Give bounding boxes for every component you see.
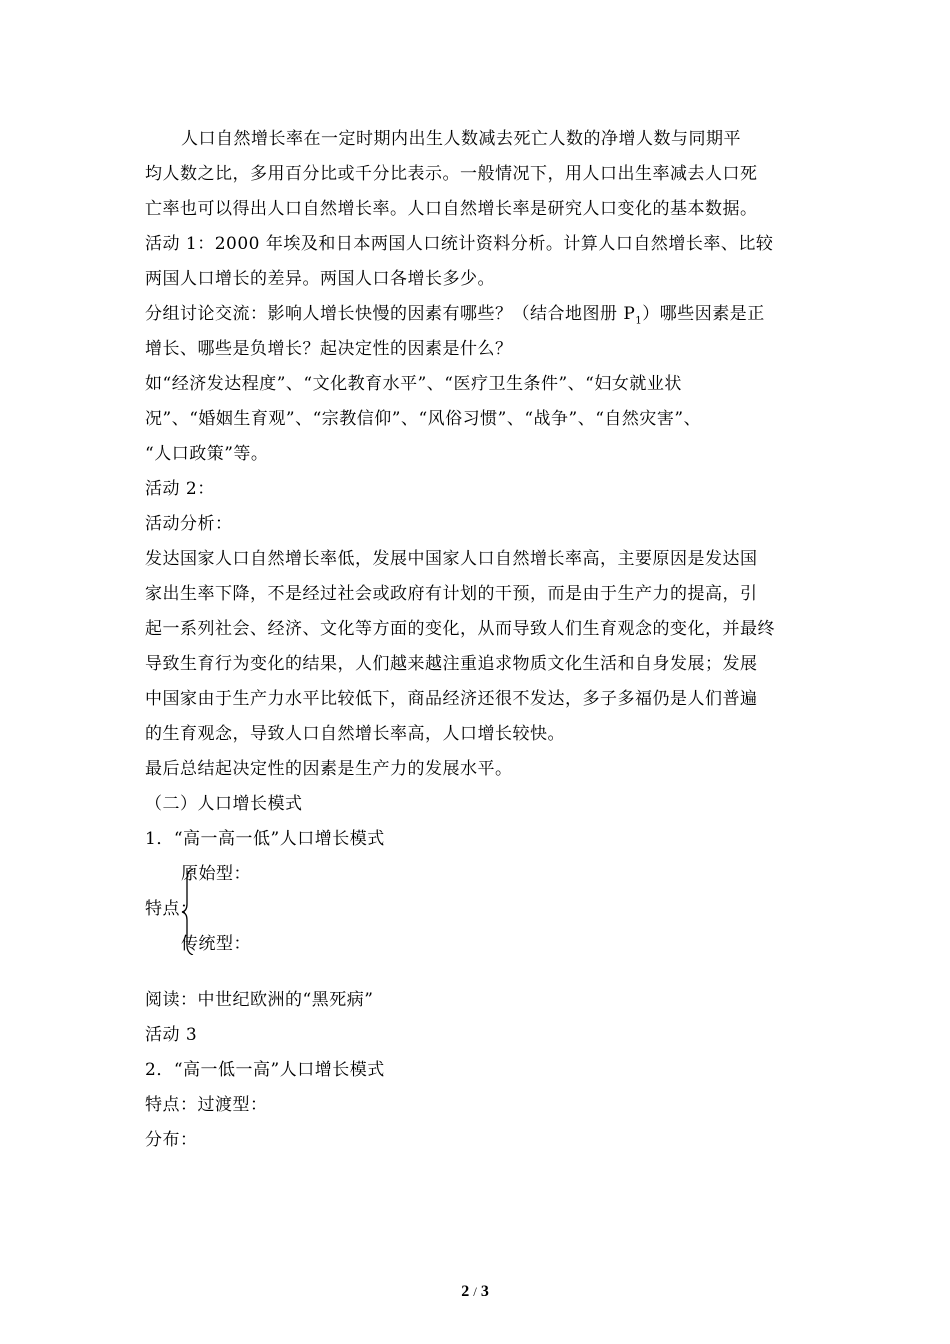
distribution-line: 分布： bbox=[145, 1130, 198, 1150]
paragraph-line: 均人数之比，多用百分比或千分比表示。一般情况下，用人口出生率减去人口死 bbox=[145, 164, 758, 184]
model2-heading: 2．“高一低一高”人口增长模式 bbox=[145, 1060, 385, 1080]
factors-line: “人口政策”等。 bbox=[145, 444, 269, 464]
document-body bbox=[145, 122, 807, 1158]
summary-line: 最后总结起决定性的因素是生产力的发展水平。 bbox=[145, 759, 513, 779]
page-number bbox=[0, 1283, 950, 1301]
current-page: 2 bbox=[461, 1283, 470, 1300]
page-subscript: 1 bbox=[635, 315, 643, 327]
factors-line: 如“经济发达程度”、“文化教育水平”、“医疗卫生条件”、“妇女就业状 bbox=[145, 374, 682, 394]
paragraph-line: 亡率也可以得出人口自然增长率。人口自然增长率是研究人口变化的基本数据。 bbox=[145, 199, 758, 219]
analysis-line: 家出生率下降，不是经过社会或政府有计划的干预，而是由于生产力的提高，引 bbox=[145, 584, 758, 604]
analysis-heading: 活动分析： bbox=[145, 514, 233, 534]
page-separator: / bbox=[473, 1284, 477, 1299]
analysis-line: 的生育观念，导致人口自然增长率高，人口增长较快。 bbox=[145, 724, 565, 744]
analysis-line: 起一系列社会、经济、文化等方面的变化，从而导致人们生育观念的变化，并最终 bbox=[145, 619, 775, 639]
transition-line: 特点：过渡型： bbox=[145, 1095, 268, 1115]
activity2-heading: 活动 2： bbox=[145, 479, 215, 499]
features-brace-block bbox=[145, 857, 807, 957]
paragraph-line: 人口自然增长率在一定时期内出生人数减去死亡人数的净增人数与同期平 bbox=[181, 129, 741, 149]
discussion-line bbox=[145, 297, 807, 332]
activity1-line: 活动 1：2000 年埃及和日本两国人口统计资料分析。计算人口自然增长率、比较 bbox=[145, 234, 774, 254]
discussion-text: 分组讨论交流：影响人增长快慢的因素有哪些？（结合地图册 P bbox=[145, 304, 636, 324]
primitive-label: 原始型： bbox=[181, 864, 251, 884]
activity1-line: 两国人口增长的差异。两国人口各增长多少。 bbox=[145, 269, 495, 289]
analysis-line: 发达国家人口自然增长率低，发展中国家人口自然增长率高，主要原因是发达国 bbox=[145, 549, 758, 569]
analysis-line: 中国家由于生产力水平比较低下，商品经济还很不发达，多子多福仍是人们普遍 bbox=[145, 689, 758, 709]
factors-line: 况”、“婚姻生育观”、“宗教信仰”、“风俗习惯”、“战争”、“自然灾害”、 bbox=[145, 409, 702, 429]
features-label: 特点： bbox=[145, 899, 198, 919]
activity3-heading: 活动 3 bbox=[145, 1025, 198, 1045]
traditional-label: 传统型： bbox=[181, 934, 251, 954]
reading-line: 阅读：中世纪欧洲的“黑死病” bbox=[145, 990, 374, 1010]
total-pages: 3 bbox=[480, 1283, 489, 1300]
analysis-line: 导致生育行为变化的结果，人们越来越注重追求物质文化生活和自身发展；发展 bbox=[145, 654, 758, 674]
model1-heading: 1．“高一高一低”人口增长模式 bbox=[145, 829, 385, 849]
discussion-line: 增长、哪些是负增长？起决定性的因素是什么？ bbox=[145, 339, 513, 359]
discussion-text-end: ）哪些因素是正 bbox=[642, 304, 765, 324]
section-heading: （二）人口增长模式 bbox=[145, 794, 303, 814]
brace-icon bbox=[181, 869, 201, 955]
